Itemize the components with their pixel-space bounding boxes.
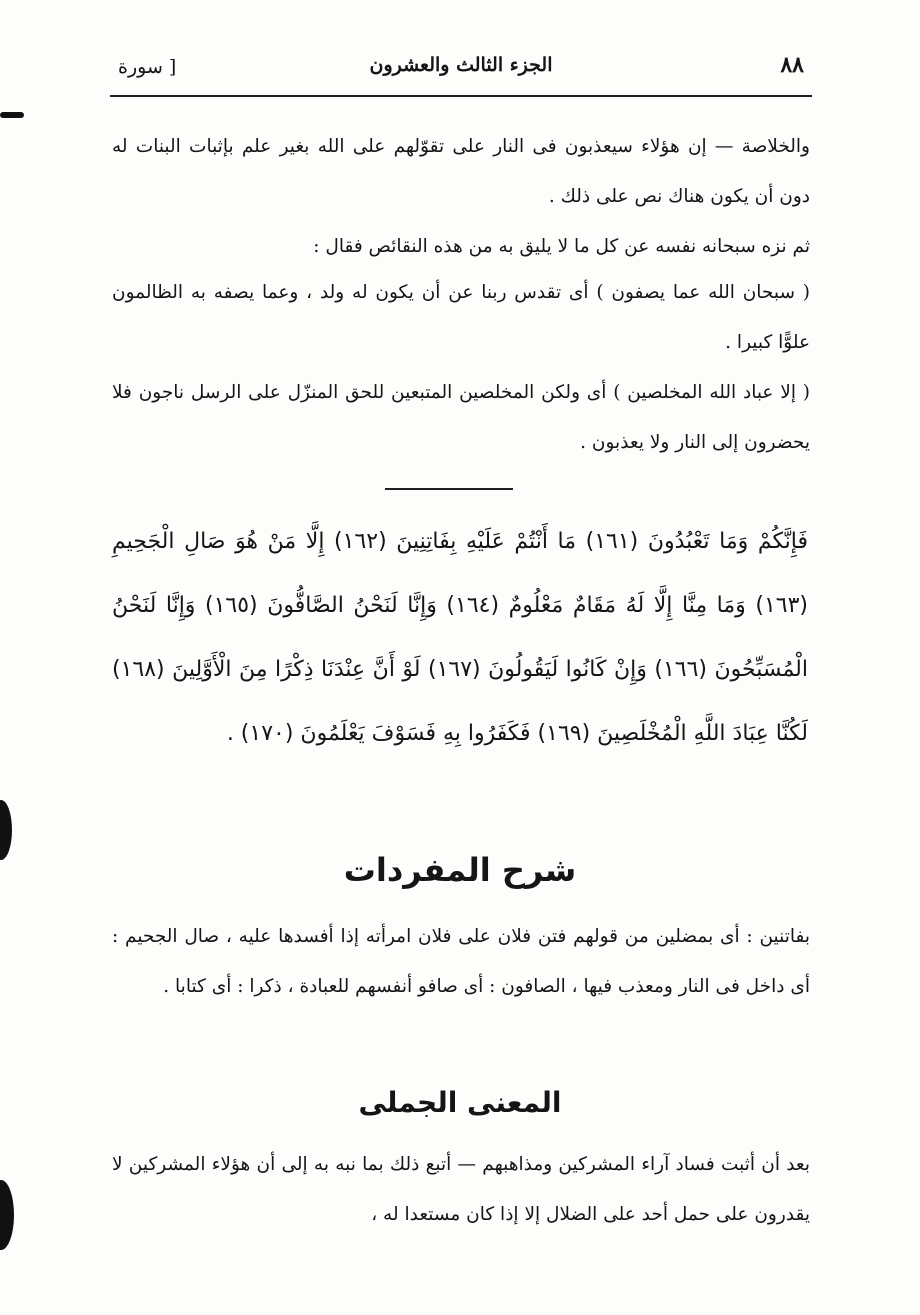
- scan-edge-mark: [0, 800, 12, 860]
- commentary-paragraph-2: [112, 222, 810, 272]
- general-meaning-heading: المعنى الجملى: [358, 1086, 562, 1119]
- commentary-text: والخلاصة — إن هؤلاء سيعذبون فى النار على تقوّلهم على الله بغير علم بإثبات البنات له دون أن يكون هناك نص على ذلك .: [112, 136, 810, 207]
- vocabulary-text: بفاتنين : أى بمضلين من قولهم فتن فلان على فلان امرأته إذا أفسدها عليه ، صال الجحيم : أى داخل فى النار ومعذب فيها ، الصافون : أى صافو أنفسهم للعبادة ، ذكرا : أى كتابا .: [112, 926, 810, 997]
- commentary-paragraph-1: [112, 122, 810, 222]
- scan-edge-mark: [0, 1180, 14, 1250]
- commentary-text: ثم نزه سبحانه نفسه عن كل ما لا يليق به من هذه النقائص فقال :: [313, 236, 810, 257]
- sura-label: [ سورة: [118, 56, 177, 78]
- commentary-paragraph-4: [112, 368, 810, 468]
- commentary-text: ( إلا عباد الله المخلصين ) أى ولكن المخلصين المتبعين للحق المنزّل على الرسل ناجون فلا يحضرون إلى النار ولا يعذبون .: [112, 382, 810, 453]
- commentary-text: ( سبحان الله عما يصفون ) أى تقدس ربنا عن أن يكون له ولد ، وعما يصفه به الظالمون علوًّا كبيرا .: [112, 282, 810, 353]
- general-meaning-text: بعد أن أثبت فساد آراء المشركين ومذاهبهم — أتبع ذلك بما نبه به إلى أن هؤلاء المشركين لا يقدرون على حمل أحد على الضلال إلا إذا كان مستعدا له ،: [112, 1154, 810, 1225]
- vocabulary-heading: شرح المفردات: [343, 851, 577, 889]
- section-separator: [385, 488, 513, 490]
- commentary-paragraph-3: [112, 268, 810, 368]
- scan-edge-mark: [0, 112, 24, 118]
- running-title: الجزء الثالث والعشرون: [369, 54, 553, 76]
- quran-verses: فَإِنَّكُمْ وَمَا تَعْبُدُونَ (١٦١) مَا أَنْتُمْ عَلَيْهِ بِفَاتِنِينَ (١٦٢) إِلَّا مَنْ هُوَ صَالِ الْجَحِيمِ (١٦٣) وَمَا مِنَّا إِلَّا لَهُ مَقَامٌ مَعْلُومٌ (١٦٤) وَإِنَّا لَنَحْنُ الصَّافُّونَ (١٦٥) وَإِنَّا لَنَحْنُ الْمُسَبِّحُونَ (١٦٦) وَإِنْ كَانُوا لَيَقُولُونَ (١٦٧) لَوْ أَنَّ عِنْدَنَا ذِكْرًا مِنَ الْأَوَّلِينَ (١٦٨) لَكُنَّا عِبَادَ اللَّهِ الْمُخْلَصِينَ (١٦٩) فَكَفَرُوا بِهِ فَسَوْفَ يَعْلَمُونَ (١٧٠) .: [112, 529, 808, 746]
- page-number: ٨٨: [780, 52, 804, 78]
- header-rule: [110, 95, 812, 97]
- page-header: [110, 46, 812, 94]
